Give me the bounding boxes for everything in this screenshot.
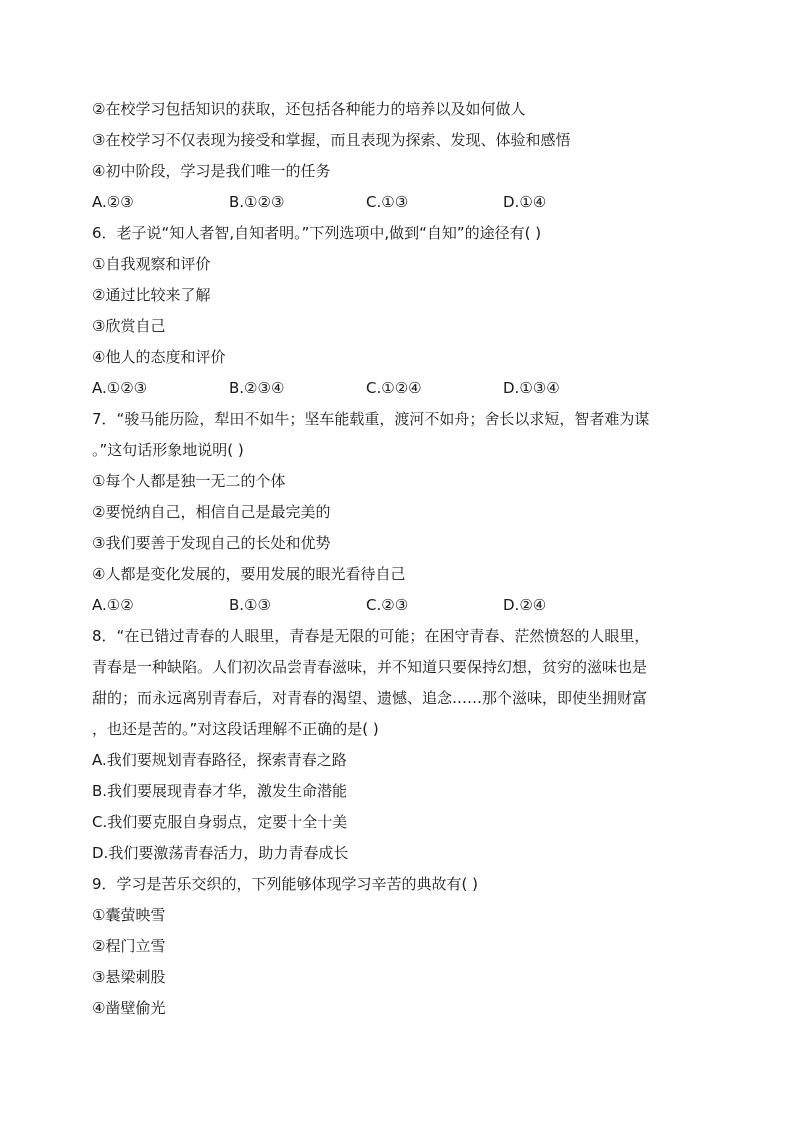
q7-option-c: C.②③ (366, 596, 409, 614)
q7-statement-3: ③我们要善于发现自己的长处和优势 (92, 534, 331, 552)
q8-option-a: A.我们要规划青春路径，探索青春之路 (92, 751, 347, 769)
q6-statement-3: ③欣赏自己 (92, 317, 166, 335)
q6-option-a: A.①②③ (92, 379, 148, 397)
q7-statement-4: ④人都是变化发展的，要用发展的眼光看待自己 (92, 565, 406, 583)
q5-option-d: D.①④ (503, 193, 547, 211)
q6-option-c: C.①②④ (366, 379, 422, 397)
q9-statement-1: ①囊萤映雪 (92, 906, 166, 924)
q6-statement-1: ①自我观察和评价 (92, 255, 211, 273)
q6-stem: 6．老子说“知人者智,自知者明。”下列选项中,做到“自知”的途径有( ) (92, 224, 542, 242)
q8-stem-line-3: 甜的；而永远离别青春后，对青春的渴望、遗憾、追念……那个滋味，即使坐拥财富 (92, 689, 648, 707)
q6-option-d: D.①③④ (503, 379, 560, 397)
q7-options (92, 590, 692, 621)
exam-page (92, 94, 692, 1024)
q8-stem-line-1: 8．“在已错过青春的人眼里，青春是无限的可能；在困守青春、茫然愤怒的人眼里， (92, 627, 650, 645)
q6-statement-2: ②通过比较来了解 (92, 286, 211, 304)
q5-option-b: B.①②③ (229, 193, 285, 211)
q5-option-a: A.②③ (92, 193, 134, 211)
q5-statement-2: ②在校学习包括知识的获取，还包括各种能力的培养以及如何做人 (92, 100, 526, 118)
q9-statement-2: ②程门立雪 (92, 937, 166, 955)
q7-option-b: B.①③ (229, 596, 271, 614)
q7-statement-2: ②要悦纳自己，相信自己是最完美的 (92, 503, 331, 521)
q5-statement-4: ④初中阶段，学习是我们唯一的任务 (92, 162, 331, 180)
q6-option-b: B.②③④ (229, 379, 285, 397)
q8-option-d: D.我们要激荡青春活力，助力青春成长 (92, 844, 349, 862)
q8-stem-line-2: 青春是一种缺陷。人们初次品尝青春滋味，并不知道只要保持幻想，贫穷的滋味也是 (92, 658, 648, 676)
q6-statement-4: ④他人的态度和评价 (92, 348, 226, 366)
q6-options (92, 373, 692, 404)
q9-statement-4: ④凿壁偷光 (92, 999, 166, 1017)
q7-option-d: D.②④ (503, 596, 547, 614)
q8-option-c: C.我们要克服自身弱点，定要十全十美 (92, 813, 348, 831)
q9-stem: 9．学习是苦乐交织的，下列能够体现学习辛苦的典故有( ) (92, 875, 479, 893)
q8-stem-line-4: ，也还是苦的。”对这段话理解不正确的是( ) (92, 720, 379, 738)
q7-statement-1: ①每个人都是独一无二的个体 (92, 472, 286, 490)
q8-option-b: B.我们要展现青春才华，激发生命潜能 (92, 782, 348, 800)
q7-stem-line-2: 。”这句话形象地说明( ) (92, 441, 244, 459)
q5-options (92, 187, 692, 218)
q5-option-c: C.①③ (366, 193, 409, 211)
q7-option-a: A.①② (92, 596, 134, 614)
q5-statement-3: ③在校学习不仅表现为接受和掌握，而且表现为探索、发现、体验和感悟 (92, 131, 571, 149)
q7-stem-line-1: 7．“骏马能历险，犁田不如牛；坚车能载重，渡河不如舟；舍长以求短，智者难为谋 (92, 410, 650, 428)
q9-statement-3: ③悬梁刺股 (92, 968, 166, 986)
